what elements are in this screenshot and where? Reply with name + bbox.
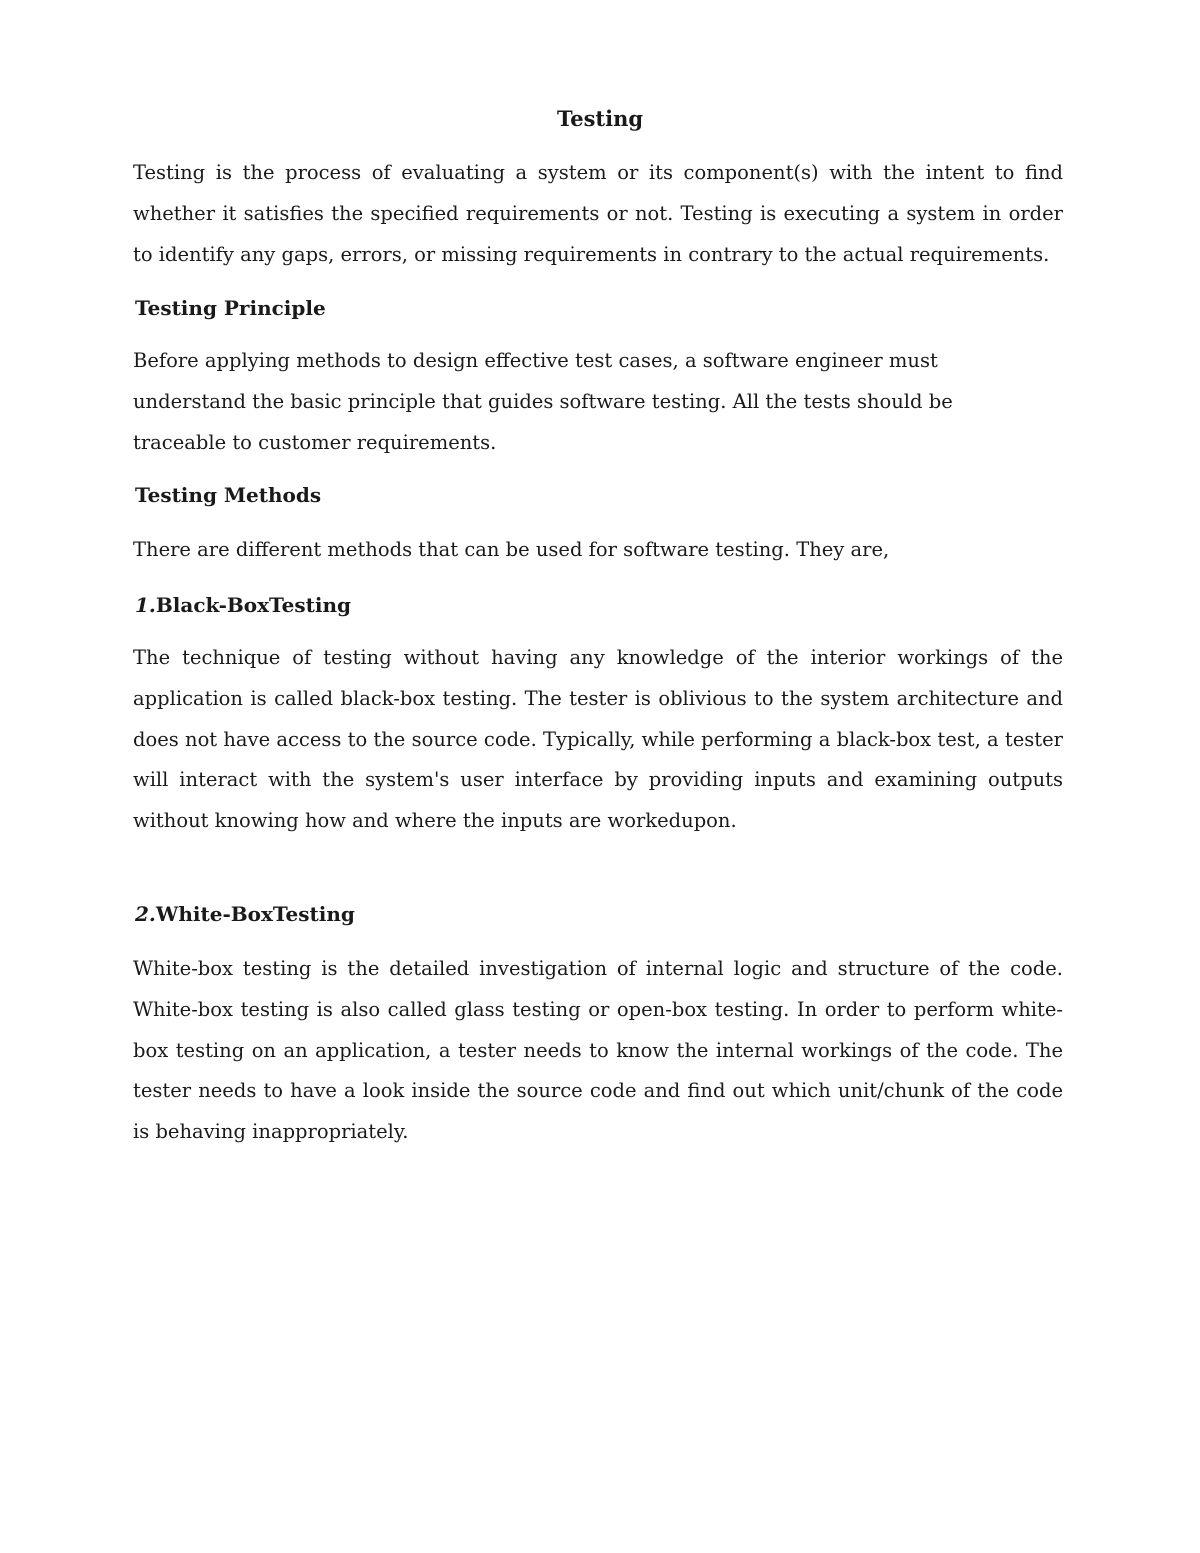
black-box-number: 1.	[135, 593, 156, 617]
black-box-title: Black-BoxTesting	[155, 593, 351, 617]
testing-principle-paragraph: Before applying methods to design effective test cases, a software engineer must understand the basic principle that guides software testing. All the tests should be traceable to customer requirements.	[133, 349, 953, 454]
testing-methods-paragraph: There are different methods that can be used for software testing. They are,	[133, 538, 890, 561]
white-box-title: White-BoxTesting	[155, 902, 355, 926]
white-box-heading	[135, 899, 355, 929]
black-box-paragraph: The technique of testing without having any knowledge of the interior workings of the application is called black-box testing. The tester is oblivious to the system architecture and does not have access to the source code. Typically, while performing a black-box test, a tester will interact with the system's user interface by providing inputs and examining outputs without knowing how and where the inputs are workedupon.	[133, 646, 1063, 833]
intro-paragraph: Testing is the process of evaluating a system or its component(s) with the intent to find whether it satisfies the specified requirements or not. Testing is executing a system in order to identify any gaps, errors, or missing requirements in contrary to the actual requirements.	[133, 161, 1063, 266]
testing-principle-heading: Testing Principle	[135, 296, 326, 320]
white-box-number: 2.	[135, 902, 156, 926]
document-title: Testing	[556, 106, 644, 131]
testing-methods-heading: Testing Methods	[135, 483, 322, 507]
black-box-heading	[135, 590, 351, 620]
white-box-paragraph: White-box testing is the detailed investigation of internal logic and structure of the code. White-box testing is also called glass testing or open-box testing. In order to perform white-box testing on an application, a tester needs to know the internal workings of the code. The tester needs to have a look inside the source code and find out which unit/chunk of the code is behaving inappropriately.	[133, 957, 1063, 1144]
